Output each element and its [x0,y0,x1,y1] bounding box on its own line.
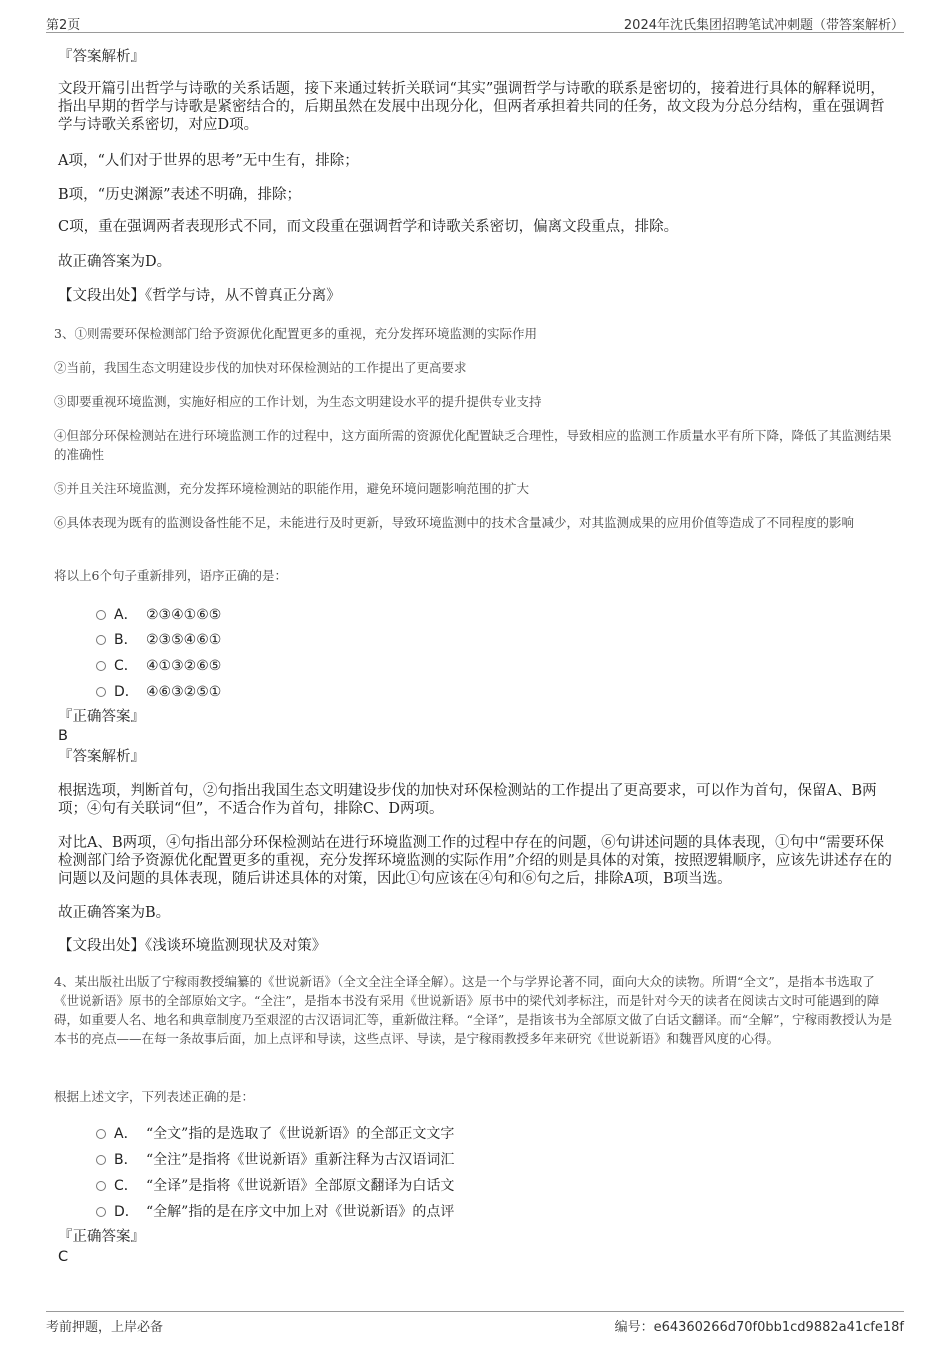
q3-analysis-p1: 根据选项，判断首句，②句指出我国生态文明建设步伐的加快对环保检测站的工作提出了更高要求，可以作为首句，保留A、B两项；④句有关联词“但”，不适合作为首句，排除C、D两项。 [58,783,877,817]
page-header [46,10,904,33]
q3-analysis-p2: 对比A、B两项，④句指出部分环保检测站在进行环境监测工作的过程中存在的问题，⑥句讲述问题的具体表现，①句中“需要环保检测部门给予资源优化配置更多的重视，充分发挥环境监测的实际作用”介绍的则是具体的对策，按照逻辑顺序，应该先讲述存在的问题以及问题的具体表现，随后讲述具体的对策，因此①句应该在④句和⑥句之后，排除A项，B项当选。 [58,835,892,887]
page-footer [46,1311,904,1336]
radio-icon[interactable] [96,1207,106,1217]
q3-sentence-1: 3、①则需要环保检测部门给予资源优化配置更多的重视，充分发挥环境监测的实际作用 [54,326,537,341]
q4-answer: C [58,1249,69,1265]
radio-icon[interactable] [96,687,106,697]
q4-answer-label: 『正确答案』 [58,1229,145,1245]
q3-sentence-6: ⑥具体表现为既有的监测设备性能不足，未能进行及时更新，导致环境监测中的技术含量减少，对其监测成果的应用价值等造成了不同程度的影响 [54,515,855,530]
q4-option-d[interactable]: D． “全解”指的是在序文中加上对《世说新语》的点评 [96,1201,454,1221]
q3-answer: B [58,728,68,744]
q3-source: 【文段出处】《浅谈环境监测现状及对策》 [58,938,327,954]
q3-conclusion: 故正确答案为B。 [58,905,171,921]
q2-option-c-analysis: C项，重在强调两者表现形式不同，而文段重在强调哲学和诗歌关系密切，偏离文段重点，排除。 [58,219,679,235]
radio-icon[interactable] [96,1129,106,1139]
q3-option-b[interactable]: B． ②③⑤④⑥① [96,629,221,649]
q3-sentence-5: ⑤并且关注环境监测，充分发挥环境检测站的职能作用，避免环境问题影响范围的扩大 [54,481,530,496]
footer-slogan: 考前押题，上岸必备 [46,1320,164,1335]
q3-option-d[interactable]: D． ④⑥③②⑤① [96,681,221,701]
radio-icon[interactable] [96,635,106,645]
q2-source: 【文段出处】《哲学与诗，从不曾真正分离》 [58,288,341,304]
q2-analysis-label: 『答案解析』 [58,49,145,65]
q3-sentence-4: ④但部分环保检测站在进行环境监测工作的过程中，这方面所需的资源优化配置缺乏合理性，导致相应的监测工作质量水平有所下降，降低了其监测结果的准确性 [54,428,892,462]
document-title: 2024年沈氏集团招聘笔试冲刺题（带答案解析） [623,18,904,33]
q3-sentence-2: ②当前，我国生态文明建设步伐的加快对环保检测站的工作提出了更高要求 [54,360,467,375]
q4-prompt: 根据上述文字，下列表述正确的是： [54,1089,255,1104]
q3-option-c[interactable]: C． ④①③②⑥⑤ [96,655,221,675]
q2-analysis-text: 文段开篇引出哲学与诗歌的关系话题，接下来通过转折关联词“其实”强调哲学与诗歌的联系是密切的，接着进行具体的解释说明，指出早期的哲学与诗歌是紧密结合的，后期虽然在发展中出现分化，但两者承担着共同的任务，故文段为分总分结构，重在强调哲学与诗歌关系密切，对应D项。 [58,81,885,133]
q4-option-b[interactable]: B． “全注”是指将《世说新语》重新注释为古汉语词汇 [96,1149,454,1169]
q3-analysis-label: 『答案解析』 [58,749,145,765]
q4-passage: 4、某出版社出版了宁稼雨教授编纂的《世说新语》（全文全注全译全解）。这是一个与学界论著不同，面向大众的读物。所谓“全文”，是指本书选取了《世说新语》原书的全部原始文字。“全注”，是指本书没有采用《世说新语》原书中的梁代刘孝标注，而是针对今天的读者在阅读古文时可能遇到的障碍，如重要人名、地名和典章制度乃至艰涩的古汉语词汇等，重新做注释。“全译”，是指该书为全部原文做了白话文翻译。而“全解”，宁稼雨教授认为是本书的亮点——在每一条故事后面，加上点评和导读，这些点评、导读，是宁稼雨教授多年来研究《世说新语》和魏晋风度的心得。 [54,974,893,1046]
q2-conclusion: 故正确答案为D。 [58,254,172,270]
q4-option-c[interactable]: C． “全译”是指将《世说新语》全部原文翻译为白话文 [96,1175,454,1195]
q3-answer-label: 『正确答案』 [58,709,145,725]
q3-option-a[interactable]: A． ②③④①⑥⑤ [96,604,221,624]
q2-option-b-analysis: B项，“历史渊源”表述不明确，排除； [58,187,301,203]
document-serial: 编号：e64360266d70f0bb1cd9882a41cfe18f [614,1320,904,1335]
radio-icon[interactable] [96,661,106,671]
radio-icon[interactable] [96,1181,106,1191]
q3-prompt: 将以上6个句子重新排列，语序正确的是： [54,568,287,583]
q4-option-a[interactable]: A． “全文”指的是选取了《世说新语》的全部正文文字 [96,1123,454,1143]
radio-icon[interactable] [96,1155,106,1165]
radio-icon[interactable] [96,610,106,620]
q3-sentence-3: ③即要重视环境监测，实施好相应的工作计划，为生态文明建设水平的提升提供专业支持 [54,394,542,409]
page-number: 第2页 [46,18,81,33]
q2-option-a-analysis: A项，“人们对于世界的思考”无中生有，排除； [58,153,359,169]
